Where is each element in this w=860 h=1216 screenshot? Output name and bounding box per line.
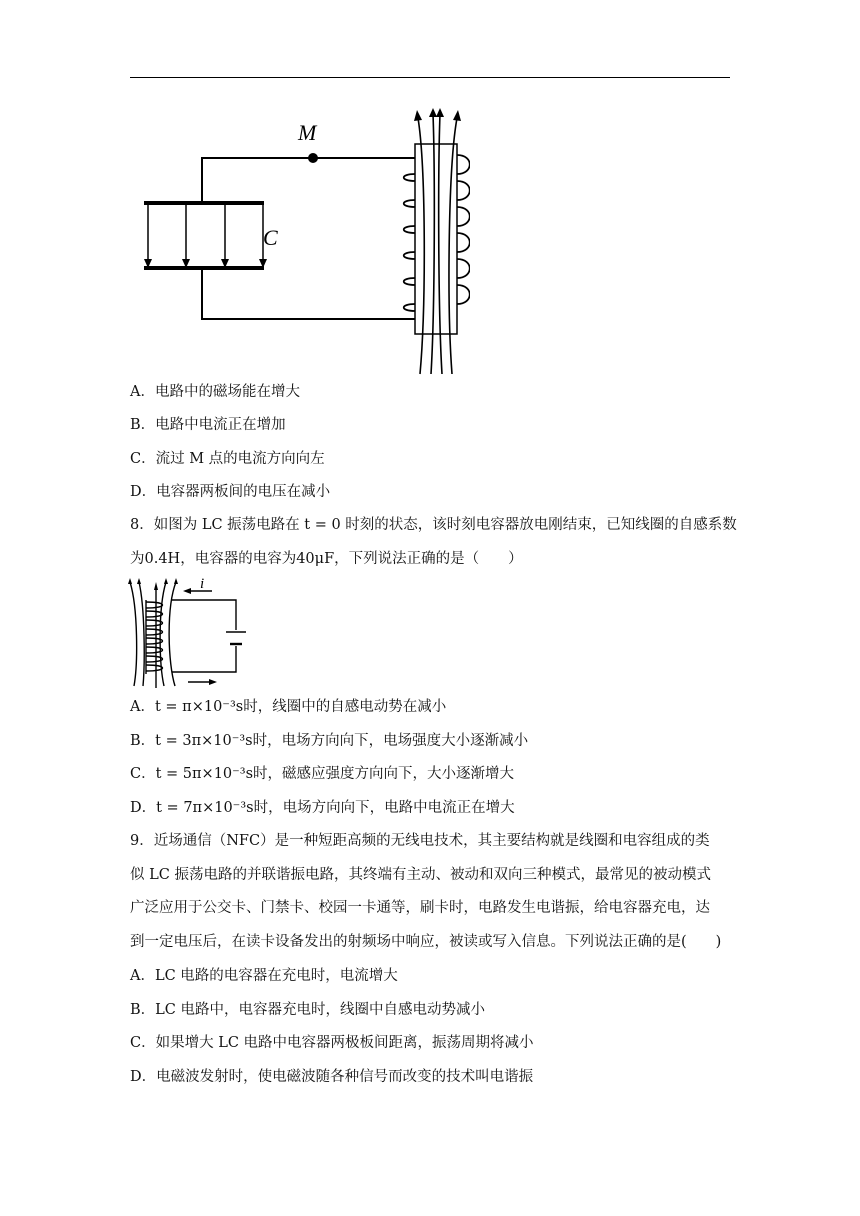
point-m — [308, 153, 318, 163]
q7-option-d: D．电容器两板间的电压在减小 — [130, 484, 331, 500]
label-m: M — [298, 120, 317, 145]
q8-stem-line1: 8．如图为 LC 振荡电路在 t = 0 时刻的状态，该时刻电容器放电刚结束，已知线圈的自感系数 — [130, 517, 737, 533]
header-rule — [130, 77, 730, 78]
q8-option-a: A．t = π×10⁻³s时，线圈中的自感电动势在减小 — [130, 699, 447, 715]
q9-option-c: C．如果增大 LC 电路中电容器两极板间距离，振荡周期将减小 — [130, 1035, 534, 1051]
q9-stem-line3: 广泛应用于公交卡、门禁卡、校园一卡通等，刷卡时，电路发生电谐振，给电容器充电，达 — [130, 900, 710, 916]
label-i: i — [200, 578, 205, 592]
q9-option-d: D．电磁波发射时，使电磁波随各种信号而改变的技术叫电谐振 — [130, 1069, 534, 1085]
q8-stem-line2: 为0.4H，电容器的电容为40μF，下列说法正确的是（ ） — [130, 551, 523, 567]
q8-option-c: C．t = 5π×10⁻³s时，磁感应强度方向向下，大小逐渐增大 — [130, 766, 515, 782]
q7-option-b: B．电路中电流正在增加 — [130, 417, 286, 433]
q9-option-a: A．LC 电路的电容器在充电时，电流增大 — [130, 968, 398, 984]
label-c: C — [263, 225, 278, 250]
figure-circuit-1 — [130, 108, 470, 378]
q9-stem-line1: 9．近场通信（NFC）是一种短距高频的无线电技术，其主要结构就是线圈和电容组成的类 — [130, 833, 710, 849]
q9-option-b: B．LC 电路中，电容器充电时，线圈中自感电动势减小 — [130, 1002, 485, 1018]
q9-stem-line4: 到一定电压后，在读卡设备发出的射频场中响应，被读或写入信息。下列说法正确的是( ) — [130, 934, 722, 950]
q7-option-c: C．流过 M 点的电流方向向左 — [130, 451, 325, 467]
q8-option-d: D．t = 7π×10⁻³s时，电场方向向下，电路中电流正在增大 — [130, 800, 515, 816]
figure-circuit-2 — [128, 578, 248, 690]
q8-option-b: B．t = 3π×10⁻³s时，电场方向向下，电场强度大小逐渐减小 — [130, 733, 529, 749]
q9-stem-line2: 似 LC 振荡电路的并联谐振电路，其终端有主动、被动和双向三种模式，最常见的被动模式 — [130, 867, 711, 883]
q7-option-a: A．电路中的磁场能在增大 — [130, 384, 300, 400]
